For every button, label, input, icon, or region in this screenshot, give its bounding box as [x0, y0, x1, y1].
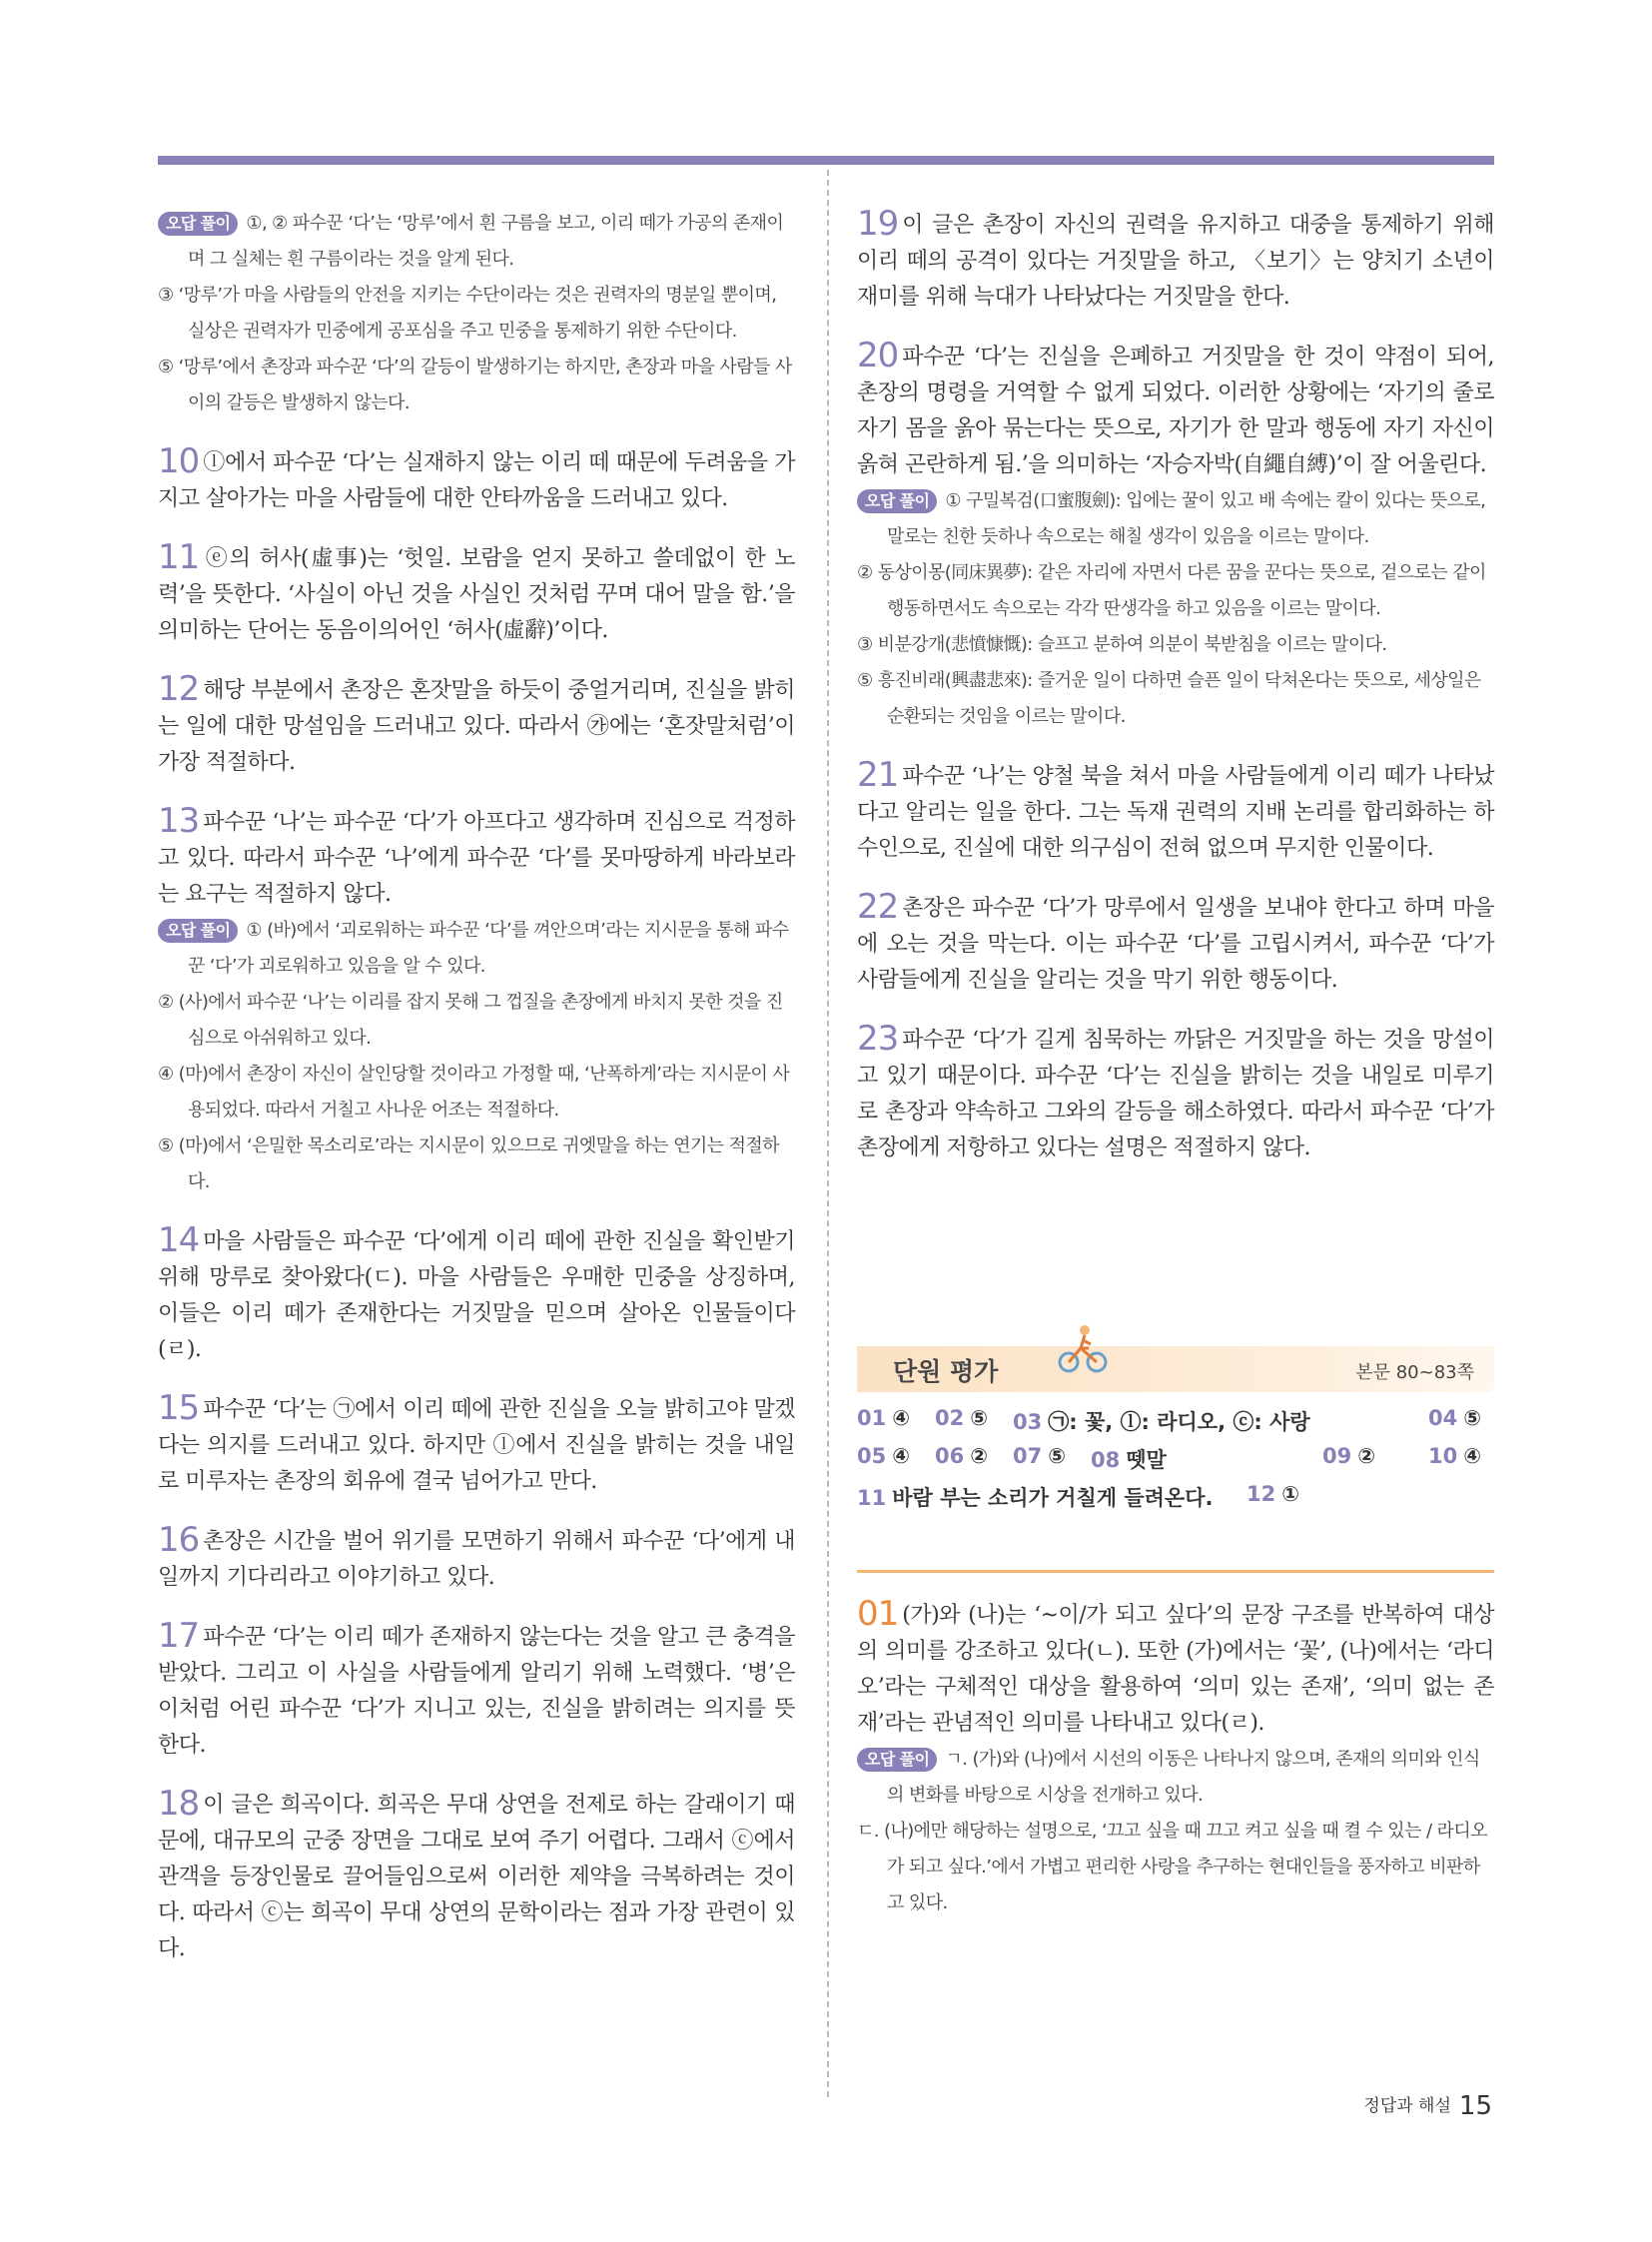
answer-item: 02 ⑤ — [935, 1406, 989, 1430]
section-divider — [857, 1570, 1494, 1573]
answer-explanation-22: 22 촌장은 파수꾼 ‘다’가 망루에서 일생을 보내야 한다고 하며 마을에 오는 것을 막는다. 이는 파수꾼 ‘다’를 고립시켜서, 파수꾼 ‘다’가 사람들에게 진실을 알리는 것을 막기 위한 행동이다. — [857, 887, 1494, 993]
question-number: 21 — [857, 755, 899, 795]
note-item: ② (사)에서 파수꾼 ‘나’는 이리를 잡지 못해 그 껍질을 촌장에게 바치지 못한 것을 진심으로 아쉬워하고 있다. — [158, 992, 783, 1049]
unit-evaluation-title: 단원 평가 — [893, 1357, 999, 1386]
page-range: 본문 80~83쪽 — [1355, 1362, 1474, 1383]
question-number: 22 — [857, 887, 899, 927]
note-item: ③ 비분강개(悲憤慷慨): 슬프고 분하여 의분이 북받침을 이르는 말이다. — [857, 634, 1387, 655]
answer-explanation-18: 18 이 글은 희곡이다. 희곡은 무대 상연을 전제로 하는 갈래이기 때문에, 대규모의 군중 장면을 그대로 보여 주기 어렵다. 그래서 ⓒ에서 관객을 등장인물로 끌어들임으로써 이러한 제약을 극복하려는 것이다. 따라서 ⓒ는 희곡이 무대 상연의 문학이라는 점과 가장 관련이 있다. — [158, 1784, 795, 1961]
page-number: 15 — [1458, 2091, 1492, 2121]
question-number: 01 — [857, 1594, 899, 1634]
answer-item: 09 ② — [1322, 1444, 1376, 1468]
answer-explanation-19: 19 이 글은 촌장이 자신의 권력을 유지하고 대중을 통제하기 위해 이리 떼의 공격이 있다는 거짓말을 하고, 〈보기〉는 양치기 소년이 재미를 위해 늑대가 나타났다는 거짓말을 한다. — [857, 204, 1494, 310]
question-number: 20 — [857, 336, 899, 375]
column-divider — [827, 170, 829, 2097]
left-column — [158, 206, 795, 1967]
unit-evaluation-box — [857, 1346, 1494, 1596]
answer-explanation-17: 17 파수꾼 ‘다’는 이리 떼가 존재하지 않는다는 것을 알고 큰 충격을 받았다. 그리고 이 사실을 사람들에게 알리기 위해 노력했다. ‘병’은 이처럼 어린 파수꾼 ‘다’가 지니고 있는, 진실을 밝히려는 의지를 뜻한다. — [158, 1616, 795, 1758]
answer-key — [857, 1406, 1494, 1520]
question-number: 13 — [158, 801, 200, 841]
answer-explanation-21: 21 파수꾼 ‘나’는 양철 북을 쳐서 마을 사람들에게 이리 떼가 나타났다고 알리는 일을 한다. 그는 독재 권력의 지배 논리를 합리화하는 하수인으로, 진실에 대한 의구심이 전혀 없으며 무지한 인물이다. — [857, 755, 1494, 861]
answer-item: 07 ⑤ — [1013, 1444, 1067, 1468]
note-item: ⑤ 흥진비래(興盡悲來): 즐거운 일이 다하면 슬픈 일이 닥쳐온다는 뜻으로, 세상일은 순환되는 것임을 이르는 말이다. — [857, 670, 1481, 727]
unit-explanation-01: 01 (가)와 (나)는 ‘~이/가 되고 싶다’의 문장 구조를 반복하여 대상의 의미를 강조하고 있다(ㄴ). 또한 (가)에서는 ‘꽃’, (나)에서는 ‘라디오’라는 구체적인 대상을 활용하여 ‘의미 있는 존재’, ‘의미 없는 존재’라는 관념적인 의미를 나타내고 있다(ㄹ). — [857, 1594, 1494, 1736]
top-accent-bar — [158, 156, 1494, 165]
question-number: 12 — [158, 669, 200, 709]
answer-explanation-15: 15 파수꾼 ‘다’는 ㉠에서 이리 떼에 관한 진실을 오늘 밝히고야 말겠다는 의지를 드러내고 있다. 하지만 ⓛ에서 진실을 밝히는 것을 내일로 미루자는 촌장의 회유에 결국 넘어가고 만다. — [158, 1388, 795, 1494]
wrong-answer-badge: 오답 풀이 — [158, 919, 238, 943]
question-number: 14 — [158, 1220, 200, 1260]
answer-item: 05 ④ — [857, 1444, 911, 1468]
answer-explanation-16: 16 촌장은 시간을 벌어 위기를 모면하기 위해서 파수꾼 ‘다’에게 내일까지 기다리라고 이야기하고 있다. — [158, 1520, 795, 1590]
wrong-answer-note: 오답 풀이 ㄱ. (가)와 (나)에서 시선의 이동은 나타나지 않으며, 존재의 의미와 인식의 변화를 바탕으로 시상을 전개하고 있다. ㄷ. (나)에만 해당하는 설명으로, ‘끄고 싶을 때 끄고 켜고 싶을 때 켤 수 있는 / 라디오가 되고 싶다.’에서 가볍고 편리한 사랑을 추구하는 현대인들을 풍자하고 비판하고 있다. — [857, 1742, 1494, 1921]
answer-item: 12 ① — [1246, 1482, 1300, 1506]
answer-explanation-14: 14 마을 사람들은 파수꾼 ‘다’에게 이리 떼에 관한 진실을 확인받기 위해 망루로 찾아왔다(ㄷ). 마을 사람들은 우매한 민중을 상징하며, 이들은 이리 떼가 존재한다는 거짓말을 믿으며 살아온 인물들이다(ㄹ). — [158, 1220, 795, 1362]
answer-explanation-11: 11 ⓔ의 허사(虛事)는 ‘헛일. 보람을 얻지 못하고 쓸데없이 한 노력’을 뜻한다. ‘사실이 아닌 것을 사실인 것처럼 꾸며 대어 말을 함.’을 의미하는 단어는 동음이의어인 ‘허사(虛辭)’이다. — [158, 537, 795, 643]
question-number: 19 — [857, 204, 899, 244]
note-item: ③ ‘망루’가 마을 사람들의 안전을 지키는 수단이라는 것은 권력자의 명분일 뿐이며, 실상은 권력자가 민중에게 공포심을 주고 민중을 통제하기 위한 수단이다. — [158, 285, 777, 342]
note-item: ㄷ. (나)에만 해당하는 설명으로, ‘끄고 싶을 때 끄고 켜고 싶을 때 켤 수 있는 / 라디오가 되고 싶다.’에서 가볍고 편리한 사랑을 추구하는 현대인들을 풍자하고 비판하고 있다. — [857, 1821, 1487, 1913]
bicycle-icon — [1053, 1318, 1113, 1378]
answer-explanation-13: 13 파수꾼 ‘나’는 파수꾼 ‘다’가 아프다고 생각하며 진심으로 걱정하고 있다. 따라서 파수꾼 ‘나’에게 파수꾼 ‘다’를 못마땅하게 바라보라는 요구는 적절하지 않다. — [158, 801, 795, 907]
note-item: ⑤ (마)에서 ‘은밀한 목소리로’라는 지시문이 있으므로 귀엣말을 하는 연기는 적절하다. — [158, 1135, 779, 1192]
wrong-answer-note: 오답 풀이 ① 구밀복검(口蜜腹劍): 입에는 꿀이 있고 배 속에는 칼이 있다는 뜻으로, 말로는 친한 듯하나 속으로는 해칠 생각이 있음을 이르는 말이다. ② 동상이몽(同床異夢): 같은 자리에 자면서 다른 꿈을 꾼다는 뜻으로, 겉으로는 같이 행동하면서도 속으로는 각각 딴생각을 하고 있음을 이르는 말이다. ③ 비분강개(悲憤慷慨): 슬프고 분하여 의분이 북받침을 이르는 말이다. ⑤ 흥진비래(興盡悲來): 즐거운 일이 다하면 슬픈 일이 닥쳐온다는 뜻으로, 세상일은 순환되는 것임을 이르는 말이다. — [857, 483, 1494, 735]
footer-label: 정답과 해설 — [1363, 2096, 1451, 2116]
question-number: 10 — [158, 441, 200, 481]
unit-evaluation-header — [857, 1346, 1494, 1392]
right-column — [857, 206, 1494, 1921]
question-number: 15 — [158, 1388, 200, 1428]
answer-item: 04 ⑤ — [1428, 1406, 1482, 1430]
question-number: 16 — [158, 1520, 200, 1560]
question-number: 23 — [857, 1019, 899, 1059]
question-number: 17 — [158, 1616, 200, 1656]
wrong-answer-badge: 오답 풀이 — [857, 489, 937, 513]
answer-item: 11 바람 부는 소리가 거칠게 들려온다. — [857, 1486, 1214, 1510]
note-item: ② 동상이몽(同床異夢): 같은 자리에 자면서 다른 꿈을 꾼다는 뜻으로, 겉으로는 같이 행동하면서도 속으로는 각각 딴생각을 하고 있음을 이르는 말이다. — [857, 562, 1486, 619]
note-item: ④ (마)에서 촌장이 자신이 살인당할 것이라고 가정할 때, ‘난폭하게’라는 지시문이 사용되었다. 따라서 거칠고 사나운 어조는 적절하다. — [158, 1064, 790, 1121]
wrong-answer-badge: 오답 풀이 — [857, 1748, 937, 1772]
wrong-answer-note: 오답 풀이 ①, ② 파수꾼 ‘다’는 ‘망루’에서 흰 구름을 보고, 이리 떼가 가공의 존재이며 그 실체는 흰 구름이라는 것을 알게 된다. ③ ‘망루’가 마을 사람들의 안전을 지키는 수단이라는 것은 권력자의 명분일 뿐이며, 실상은 권력자가 민중에게 공포심을 주고 민중을 통제하기 위한 수단이다. ⑤ ‘망루’에서 촌장과 파수꾼 ‘다’의 갈등이 발생하기는 하지만, 촌장과 마을 사람들 사이의 갈등은 발생하지 않는다. — [158, 206, 795, 421]
note-item: ⑤ ‘망루’에서 촌장과 파수꾼 ‘다’의 갈등이 발생하기는 하지만, 촌장과 마을 사람들 사이의 갈등은 발생하지 않는다. — [158, 357, 792, 413]
question-number: 11 — [158, 537, 200, 577]
answer-explanation-10: 10 ⓛ에서 파수꾼 ‘다’는 실재하지 않는 이리 떼 때문에 두려움을 가지고 살아가는 마을 사람들에 대한 안타까움을 드러내고 있다. — [158, 441, 795, 511]
answer-item: 06 ② — [935, 1444, 989, 1468]
wrong-answer-badge: 오답 풀이 — [158, 212, 238, 236]
answer-explanation-12: 12 해당 부분에서 촌장은 혼잣말을 하듯이 중얼거리며, 진실을 밝히는 일에 대한 망설임을 드러내고 있다. 따라서 ㉮에는 ‘혼잣말처럼’이 가장 적절하다. — [158, 669, 795, 775]
answer-item: 10 ④ — [1428, 1444, 1482, 1468]
answer-item: 08 뗏말 — [1091, 1448, 1167, 1472]
answer-item: 03 ㉠: 꽃, ⓛ: 라디오, ⓒ: 사랑 — [1013, 1410, 1310, 1434]
question-number: 18 — [158, 1784, 200, 1824]
wrong-answer-note: 오답 풀이 ① (바)에서 ‘괴로워하는 파수꾼 ‘다’를 껴안으며’라는 지시문을 통해 파수꾼 ‘다’가 괴로워하고 있음을 알 수 있다. ② (사)에서 파수꾼 ‘나’는 이리를 잡지 못해 그 껍질을 촌장에게 바치지 못한 것을 진심으로 아쉬워하고 있다. ④ (마)에서 촌장이 자신이 살인당할 것이라고 가정할 때, ‘난폭하게’라는 지시문이 사용되었다. 따라서 거칠고 사나운 어조는 적절하다. ⑤ (마)에서 ‘은밀한 목소리로’라는 지시문이 있으므로 귀엣말을 하는 연기는 적절하다. — [158, 913, 795, 1200]
answer-explanation-23: 23 파수꾼 ‘다’가 길게 침묵하는 까닭은 거짓말을 하는 것을 망설이고 있기 때문이다. 파수꾼 ‘다’는 진실을 밝히는 것을 내일로 미루기로 촌장과 약속하고 그와의 갈등을 해소하였다. 따라서 파수꾼 ‘다’가 촌장에게 저항하고 있다는 설명은 적절하지 않다. — [857, 1019, 1494, 1160]
page-footer — [1363, 2091, 1492, 2121]
answer-item: 01 ④ — [857, 1406, 911, 1430]
answer-explanation-20: 20 파수꾼 ‘다’는 진실을 은폐하고 거짓말을 한 것이 약점이 되어, 촌장의 명령을 거역할 수 없게 되었다. 이러한 상황에는 ‘자기의 줄로 자기 몸을 옭아 묶는다는 뜻으로, 자기가 한 말과 행동에 자기 자신이 옭혀 곤란하게 됨.’을 의미하는 ‘자승자박(自繩自縛)’이 잘 어울린다. — [857, 336, 1494, 477]
